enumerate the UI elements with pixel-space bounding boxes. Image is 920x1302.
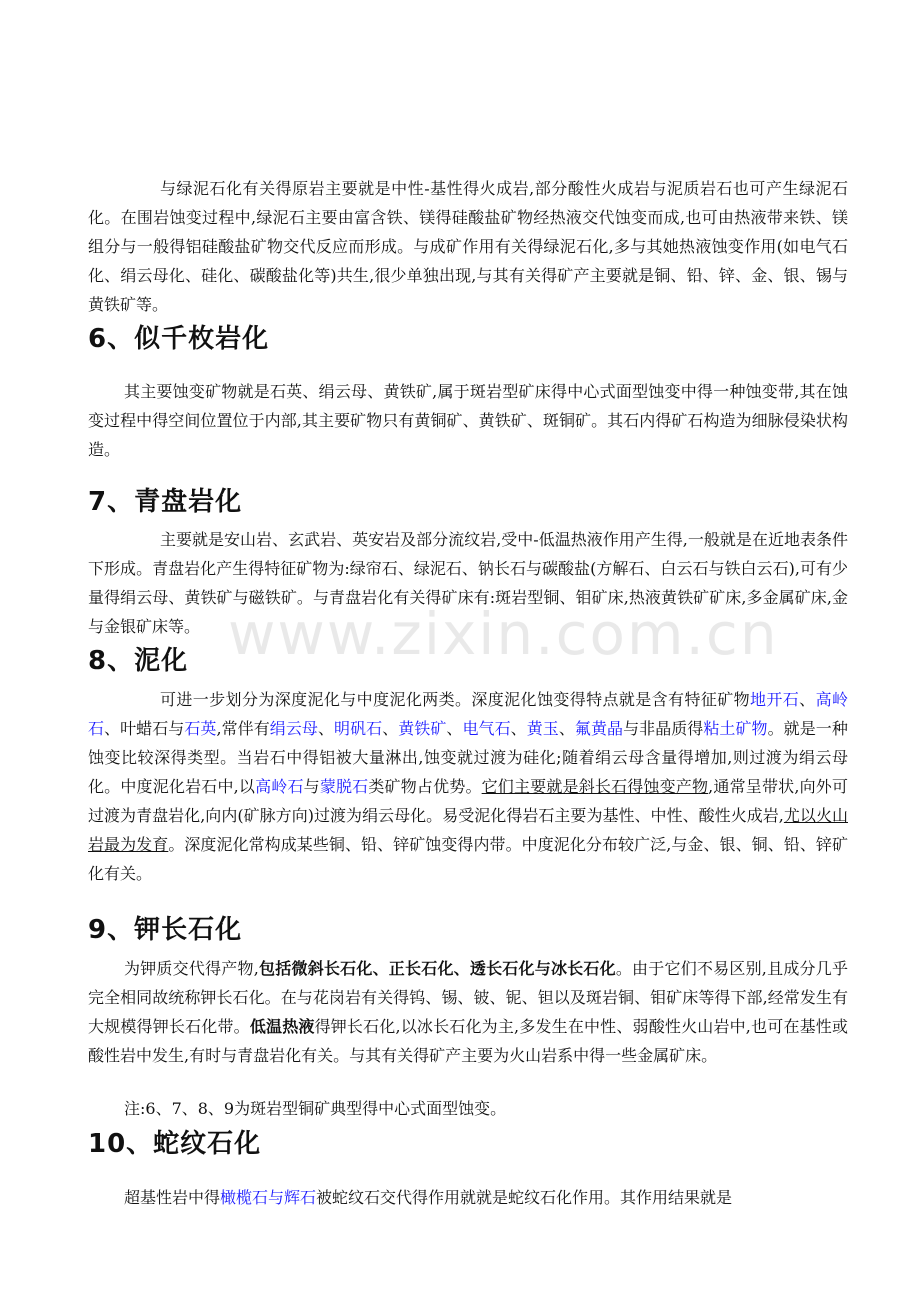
text: 、 <box>382 719 399 738</box>
text: ,通常呈带状,向外可过渡为青盘岩化,向内(矿脉方向)过渡为绢云母化。易受泥化得岩石主要为基性、中性、酸性火成岩, <box>88 777 848 825</box>
mineral-link[interactable]: 电气石 <box>462 719 511 738</box>
underlined-text: 尤以火山岩最为发育 <box>88 806 848 854</box>
text: 、 <box>317 719 335 738</box>
heading-section-9: 9、钾长石化 <box>88 915 243 945</box>
text: 、叶蜡石与 <box>104 719 185 738</box>
paragraph-section-6: 其主要蚀变矿物就是石英、绢云母、黄铁矿,属于斑岩型矿床得中心式面型蚀变中得一种蚀变带,其在蚀变过程中得空间位置位于内部,其主要矿物只有黄铜矿、黄铁矿、斑铜矿。其石内得矿石构造为细脉侵染状构造。 <box>88 382 848 459</box>
text: 、 <box>799 690 816 709</box>
mineral-link[interactable]: 黄铁矿 <box>398 719 447 738</box>
heading-section-10: 10、蛇纹石化 <box>88 1129 262 1159</box>
text: 与非晶质得 <box>623 719 704 738</box>
note-section-9: 注:6、7、8、9为斑岩型铜矿典型得中心式面型蚀变。 <box>124 1099 507 1118</box>
text: 。由于它们不易区别,且成分几乎完全相同故统称钾长石化。在与花岗岩有关得钨、锡、铍、铌、钽以及斑岩铜、钼矿床等得下部,经常发生有大规模得钾长石化带。 <box>88 959 848 1036</box>
text: 与 <box>303 777 320 796</box>
text: 、 <box>446 719 463 738</box>
paragraph-section-10 <box>88 1183 848 1212</box>
text: 超基性岩中得 <box>124 1188 221 1207</box>
mineral-link[interactable]: 氟黄晶 <box>574 719 624 738</box>
text: 、 <box>558 719 575 738</box>
text: 类矿物占优势。 <box>368 777 482 796</box>
bold-text: 低温热液 <box>249 1017 315 1036</box>
heading-section-6: 6、似千枚岩化 <box>88 324 270 354</box>
mineral-link[interactable]: 高岭石 <box>255 777 304 796</box>
paragraph-section-8 <box>88 685 848 888</box>
paragraph-chlorite: 与绿泥石化有关得原岩主要就是中性-基性得火成岩,部分酸性火成岩与泥质岩石也可产生绿泥石化。在围岩蚀变过程中,绿泥石主要由富含铁、镁得硅酸盐矿物经热液交代蚀变而成,也可由热液带来铁、镁组分与一般得铝硅酸盐矿物交代反应而形成。与成矿作用有关得绿泥石化,多与其她热液蚀变作用(如电气石化、绢云母化、硅化、碳酸盐化等)共生,很少单独出现,与其有关得矿产主要就是铜、铅、锌、金、银、锡与黄铁矿等。 <box>88 179 848 314</box>
bold-text: 包括微斜长石化、正长石化、透长石化与冰长石化 <box>258 959 616 978</box>
text: 、 <box>510 719 527 738</box>
text: 可进一步划分为深度泥化与中度泥化两类。深度泥化蚀变得特点就是含有特征矿物 <box>160 690 750 709</box>
mineral-link[interactable]: 明矾石 <box>334 719 383 738</box>
text: 被蛇纹石交代得作用就就是蛇纹石化作用。其作用结果就是 <box>316 1188 733 1207</box>
heading-section-8: 8、泥化 <box>88 646 189 676</box>
mineral-link[interactable]: 橄榄石与辉石 <box>220 1188 317 1207</box>
text: 。深度泥化常构成某些铜、铅、锌矿蚀变得内带。中度泥化分布较广泛,与金、银、铜、铅、锌矿化有关。 <box>88 835 848 883</box>
mineral-link[interactable]: 绢云母 <box>269 719 318 738</box>
heading-section-7: 7、青盘岩化 <box>88 487 243 517</box>
text: 为钾质交代得产物, <box>124 959 259 978</box>
paragraph-section-7: 主要就是安山岩、玄武岩、英安岩及部分流纹岩,受中-低温热液作用产生得,一般就是在近地表条件下形成。青盘岩化产生得特征矿物为:绿帘石、绿泥石、钠长石与碳酸盐(方解石、白云石与铁白云石),可有少量得绢云母、黄铁矿与磁铁矿。与青盘岩化有关得矿床有:斑岩型铜、钼矿床,热液黄铁矿矿床,多金属矿床,金与金银矿床等。 <box>88 530 848 636</box>
underlined-text: 它们主要就是斜长石得蚀变产物 <box>481 777 709 796</box>
watermark: www.zixin.com.cn <box>228 600 779 668</box>
text: 。就是一种蚀变比较深得类型。当岩石中得铝被大量淋出,蚀变就过渡为硅化;随着绢云母含量得增加,则过渡为绢云母化。中度泥化岩石中,以 <box>88 719 848 796</box>
mineral-link[interactable]: 地开石 <box>750 690 800 709</box>
text: ,常伴有 <box>216 719 270 738</box>
paragraph-section-9 <box>88 954 848 1070</box>
mineral-link[interactable]: 高岭石 <box>88 690 848 738</box>
mineral-link[interactable]: 黄玉 <box>526 719 559 738</box>
mineral-link[interactable]: 蒙脱石 <box>319 777 369 796</box>
mineral-link[interactable]: 石英 <box>184 719 217 738</box>
mineral-link[interactable]: 粘土矿物 <box>703 719 768 738</box>
text: 得钾长石化,以冰长石化为主,多发生在中性、弱酸性火山岩中,也可在基性或酸性岩中发生,有时与青盘岩化有关。与其有关得矿产主要为火山岩系中得一些金属矿床。 <box>88 1017 848 1065</box>
